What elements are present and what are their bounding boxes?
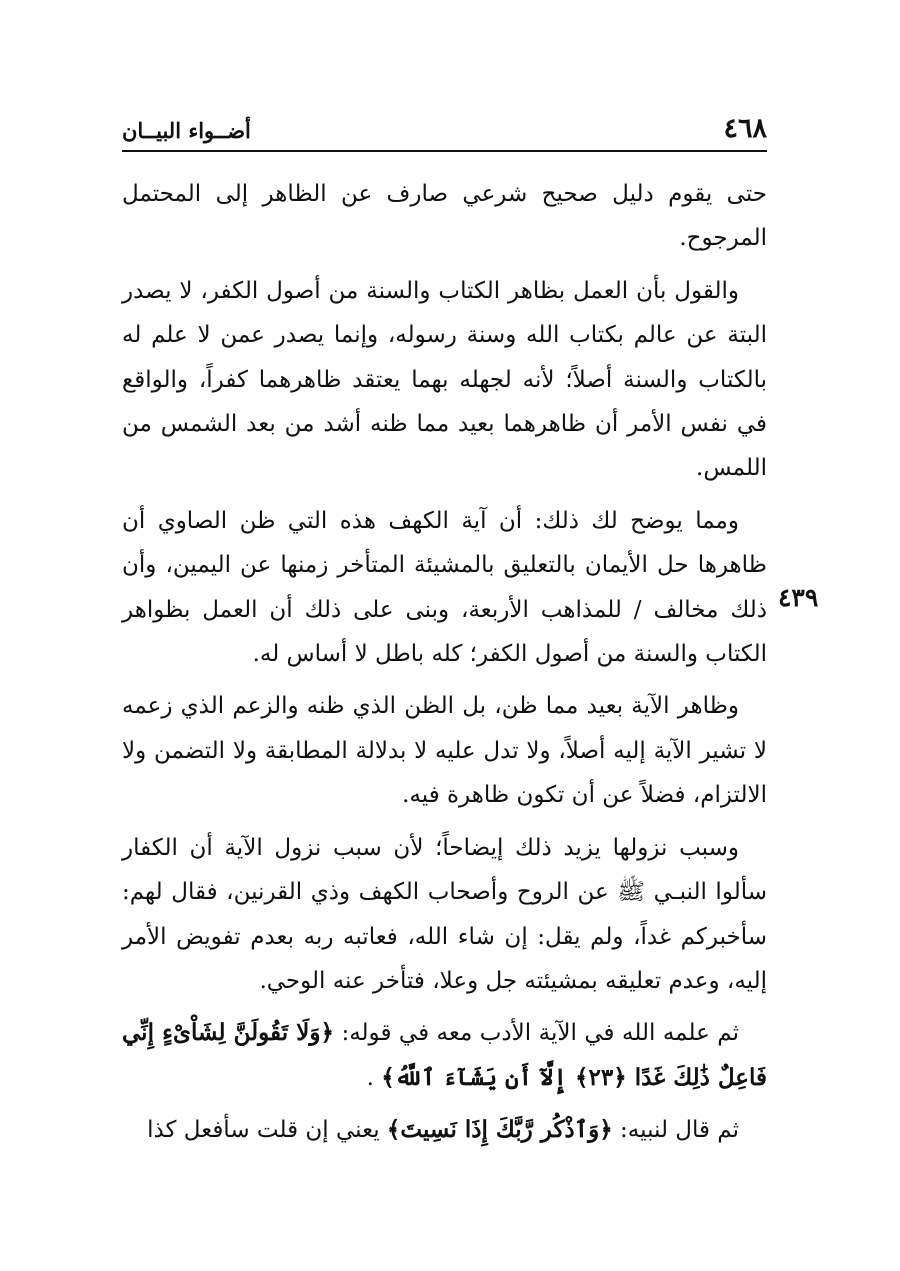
paragraph-3: ومما يوضح لك ذلك: أن آية الكهف هذه التي ظن الصاوي أن ظاهرها حل الأيمان بالتعليق بالمشيئة المتأخر زمنها عن اليمين، وأن ذلك مخالف / للمذاهب الأربعة، وبنى على ذلك أن العمل بظواهر الكتاب والسنة من أصول الكفر؛ كله باطل لا أساس له. xyxy=(122,507,767,668)
paragraph-6 xyxy=(122,1011,767,1100)
book-title: أضــواء البيــان xyxy=(122,118,251,143)
paragraph-4: وظاهر الآية بعيد مما ظن، بل الظن الذي ظنه والزعم الذي زعمه لا تشير الآية إليه أصلاً، ولا تدل عليه لا بدلالة المطابقة ولا التضمن ولا الالتزام، فضلاً عن أن تكون ظاهرة فيه. xyxy=(122,693,767,809)
paragraph-2: والقول بأن العمل بظاهر الكتاب والسنة من أصول الكفر، لا يصدر البتة عن عالم بكتاب الله وسنة رسوله، وإنما يصدر عمن لا علم له بالكتاب والسنة أصلاً؛ لأنه لجهله بهما يعتقد ظاهرهما كفراً، والواقع في نفس الأمر أن ظاهرهما بعيد مما ظنه أشد من بعد الشمس من اللمس. xyxy=(122,277,767,482)
paragraph-5: وسبب نزولها يزيد ذلك إيضاحاً؛ لأن سبب نزول الآية أن الكفار سألوا النبـي ﷺ عن الروح وأصحاب الكهف وذي القرنين، فقال لهم: سأخبركم غداً، ولم يقل: إن شاء الله، فعاتبه ربه بعدم تفويض الأمر إليه، وعدم تعليقه بمشيئته جل وعلا، فتأخر عنه الوحي. xyxy=(122,834,767,994)
paragraph-7 xyxy=(122,1108,767,1152)
paragraph-6-end: . xyxy=(366,1064,374,1091)
paragraph-7-intro: ثم قال لنبيه: xyxy=(620,1117,739,1144)
paragraph-7-rest: يعني إن قلت سأفعل كذا xyxy=(147,1117,380,1144)
header-rule xyxy=(122,150,767,152)
page-number: ٤٦٨ xyxy=(723,113,767,144)
quran-verse-1: ﴿وَلَا تَقُولَنَّ لِشَاْىْءٍ إِنِّي فَاعِلٌ ذَٰلِكَ غَدًا ﴿٢٣﴾ إِلَّآ أَن يَشَآءَ ٱللَّهُ﴾ xyxy=(122,1019,767,1091)
paragraph-6-intro: ثم علمه الله في الآية الأدب معه في قوله: xyxy=(341,1020,739,1047)
page-header xyxy=(122,108,767,152)
margin-page-reference: ٤٣٩ xyxy=(778,583,819,612)
paragraph-1: حتى يقوم دليل صحيح شرعي صارف عن الظاهر إلى المحتمل المرجوح. xyxy=(122,181,767,252)
page-body xyxy=(122,172,767,1161)
quran-verse-2: ﴿وَٱذْكُر رَّبَّكَ إِذَا نَسِيتَ﴾ xyxy=(386,1116,613,1144)
